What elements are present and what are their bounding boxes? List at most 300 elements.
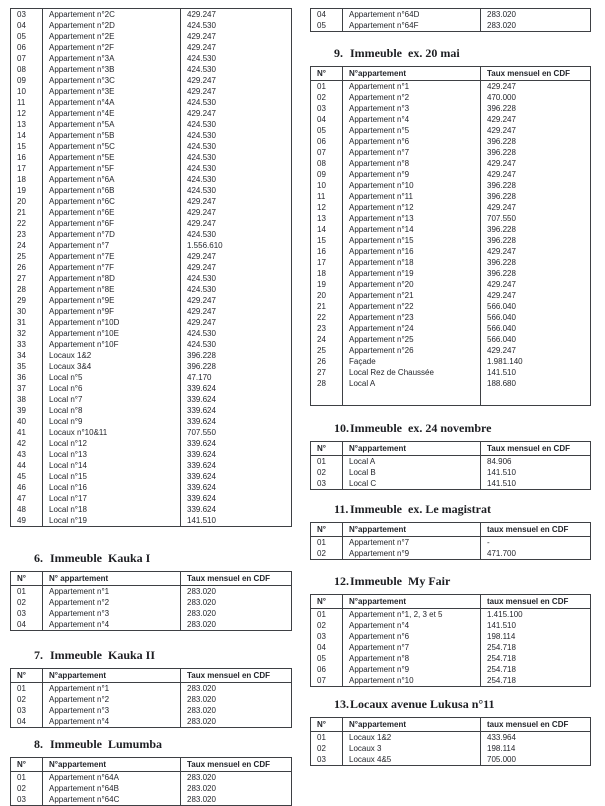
cell-rate: 396.228	[481, 235, 591, 246]
cell-number: 04	[11, 619, 43, 631]
table-lumumba-continuation	[310, 8, 591, 32]
cell-apartment: Locaux 3&4	[43, 361, 181, 372]
cell-number: 25	[11, 251, 43, 262]
cell-apartment: Appartement n°15	[343, 235, 481, 246]
cell-number: 07	[311, 147, 343, 158]
cell-apartment: Locaux 1&2	[43, 350, 181, 361]
cell-rate: 429.247	[181, 218, 292, 229]
cell-apartment: Appartement n°21	[343, 290, 481, 301]
cell-rate: 141.510	[181, 515, 292, 527]
table-row	[11, 438, 292, 449]
cell-rate: 424.530	[181, 20, 292, 31]
table-row	[311, 323, 591, 334]
cell-number: 01	[311, 609, 343, 621]
column-header: Taux mensuel en CDF	[481, 67, 591, 81]
cell-apartment: Appartement n°8D	[43, 273, 181, 284]
cell-number: 03	[311, 478, 343, 490]
cell-rate: 424.530	[181, 163, 292, 174]
cell-rate: 429.247	[181, 86, 292, 97]
section-title: Immeuble Kauka II	[50, 648, 156, 662]
table-row	[11, 482, 292, 493]
table-row	[11, 196, 292, 207]
section-heading-lumumba	[10, 737, 292, 751]
table-row	[11, 772, 292, 784]
header-row	[11, 758, 292, 772]
table-row	[311, 664, 591, 675]
cell-apartment: Appartement n°2	[343, 92, 481, 103]
cell-number: 13	[311, 213, 343, 224]
cell-apartment: Appartement n°6F	[43, 218, 181, 229]
cell-number: 03	[11, 705, 43, 716]
column-header: taux mensuel en CDF	[481, 523, 591, 537]
cell-rate: 429.247	[181, 317, 292, 328]
cell-number: 01	[311, 537, 343, 549]
table-row	[11, 619, 292, 631]
section-number: 11.	[334, 502, 349, 516]
cell-apartment: Local n°15	[43, 471, 181, 482]
table-row	[11, 405, 292, 416]
cell-apartment: Locaux 1&2	[343, 732, 481, 744]
column-header: N°appartement	[343, 442, 481, 456]
table-row	[11, 449, 292, 460]
cell-number: 01	[311, 81, 343, 93]
table-row	[11, 86, 292, 97]
column-header: N°	[311, 718, 343, 732]
cell-apartment: Appartement n°5E	[43, 152, 181, 163]
cell-apartment: Appartement n°6A	[43, 174, 181, 185]
cell-number: 08	[11, 64, 43, 75]
cell-rate: 339.624	[181, 504, 292, 515]
section-heading-locaux-lukusa	[310, 697, 591, 711]
cell-rate: 429.247	[481, 290, 591, 301]
cell-rate: 254.718	[481, 653, 591, 664]
cell-number: 10	[11, 86, 43, 97]
table-row	[11, 460, 292, 471]
cell-rate: 429.247	[181, 295, 292, 306]
table-my-fair	[310, 594, 591, 687]
cell-apartment: Locaux n°10&11	[43, 427, 181, 438]
cell-number: 04	[311, 114, 343, 125]
cell-rate: 424.530	[181, 328, 292, 339]
cell-empty	[481, 389, 591, 406]
table-row	[11, 53, 292, 64]
cell-number: 14	[311, 224, 343, 235]
cell-number: 05	[311, 20, 343, 32]
cell-apartment: Appartement n°3E	[43, 86, 181, 97]
table-row	[11, 694, 292, 705]
cell-rate: 429.247	[481, 279, 591, 290]
section-title: Immeuble ex. Le magistrat	[350, 502, 491, 516]
cell-apartment: Appartement n°3	[43, 705, 181, 716]
cell-number: 26	[311, 356, 343, 367]
header-row	[11, 669, 292, 683]
table-row	[311, 268, 591, 279]
cell-number: 11	[11, 97, 43, 108]
column-header: taux mensuel en CDF	[481, 595, 591, 609]
cell-number: 18	[11, 174, 43, 185]
cell-number: 34	[11, 350, 43, 361]
cell-rate: 396.228	[481, 224, 591, 235]
cell-apartment: Appartement n°4E	[43, 108, 181, 119]
cell-apartment: Appartement n°8	[343, 653, 481, 664]
cell-rate: 339.624	[181, 383, 292, 394]
table-row	[11, 427, 292, 438]
cell-apartment: Façade	[343, 356, 481, 367]
section-heading-my-fair	[310, 574, 591, 588]
cell-rate: 566.040	[481, 323, 591, 334]
table-row	[311, 456, 591, 468]
cell-rate: 424.530	[181, 119, 292, 130]
cell-apartment: Local n°7	[43, 394, 181, 405]
table-row	[11, 130, 292, 141]
table-row	[311, 202, 591, 213]
cell-rate: 339.624	[181, 460, 292, 471]
table-row	[311, 334, 591, 345]
cell-apartment: Local n°13	[43, 449, 181, 460]
cell-rate: 424.530	[181, 53, 292, 64]
table-row	[11, 361, 292, 372]
cell-number: 36	[11, 372, 43, 383]
cell-rate: 424.530	[181, 284, 292, 295]
section-number: 10.	[334, 421, 349, 435]
cell-apartment: Appartement n°2	[43, 597, 181, 608]
cell-number: 20	[311, 290, 343, 301]
section-number: 7.	[34, 648, 43, 662]
cell-rate: -	[481, 537, 591, 549]
cell-number: 29	[11, 295, 43, 306]
table-row	[11, 783, 292, 794]
column-header: taux mensuel en CDF	[481, 718, 591, 732]
table-kauka-2	[10, 668, 292, 728]
column-header: N°appartement	[43, 758, 181, 772]
cell-apartment: Appartement n°6C	[43, 196, 181, 207]
cell-number: 20	[11, 196, 43, 207]
table-row	[11, 152, 292, 163]
table-row	[311, 467, 591, 478]
cell-apartment: Appartement n°64F	[343, 20, 481, 32]
cell-rate: 339.624	[181, 449, 292, 460]
section-heading-kauka-1	[10, 551, 292, 565]
cell-apartment: Appartement n°5A	[43, 119, 181, 130]
cell-rate: 283.020	[181, 586, 292, 598]
cell-number: 48	[11, 504, 43, 515]
cell-apartment: Appartement n°6	[343, 136, 481, 147]
cell-apartment: Appartement n°2C	[43, 9, 181, 21]
table-row	[11, 119, 292, 130]
header-row	[311, 67, 591, 81]
section-number: 6.	[34, 551, 43, 565]
column-header: Taux mensuel en CDF	[481, 442, 591, 456]
cell-apartment: Local n°14	[43, 460, 181, 471]
cell-apartment: Appartement n°1	[43, 586, 181, 598]
table-row	[311, 279, 591, 290]
blank-row	[311, 389, 591, 406]
section-title: Immeuble My Fair	[350, 574, 451, 588]
cell-rate: 396.228	[481, 180, 591, 191]
cell-apartment: Appartement n°7	[43, 240, 181, 251]
cell-number: 05	[311, 125, 343, 136]
cell-rate: 141.510	[481, 467, 591, 478]
cell-apartment: Appartement n°12	[343, 202, 481, 213]
cell-apartment: Appartement n°5	[343, 125, 481, 136]
cell-rate: 429.247	[481, 114, 591, 125]
table-row	[11, 339, 292, 350]
cell-apartment: Local Rez de Chaussée	[343, 367, 481, 378]
cell-apartment: Appartement n°5C	[43, 141, 181, 152]
column-header: N°	[11, 572, 43, 586]
cell-number: 06	[311, 136, 343, 147]
cell-number: 27	[11, 273, 43, 284]
cell-rate: 188.680	[481, 378, 591, 389]
cell-apartment: Appartement n°3C	[43, 75, 181, 86]
table-row	[311, 537, 591, 549]
table-row	[11, 295, 292, 306]
cell-apartment: Appartement n°6E	[43, 207, 181, 218]
column-header: Taux mensuel en CDF	[181, 758, 292, 772]
table-row	[11, 608, 292, 619]
cell-number: 22	[311, 312, 343, 323]
cell-number: 06	[11, 42, 43, 53]
cell-number: 03	[11, 9, 43, 21]
cell-apartment: Appartement n°10	[343, 180, 481, 191]
cell-apartment: Appartement n°22	[343, 301, 481, 312]
column-header: N°appartement	[343, 523, 481, 537]
cell-apartment: Local n°6	[43, 383, 181, 394]
cell-rate: 198.114	[481, 631, 591, 642]
cell-rate: 283.020	[181, 683, 292, 695]
table-row	[11, 586, 292, 598]
cell-rate: 141.510	[481, 478, 591, 490]
cell-number: 01	[311, 456, 343, 468]
cell-number: 12	[311, 202, 343, 213]
cell-apartment: Appartement n°11	[343, 191, 481, 202]
cell-apartment: Local A	[343, 378, 481, 389]
table-row	[11, 262, 292, 273]
table-row	[11, 240, 292, 251]
cell-apartment: Appartement n°23	[343, 312, 481, 323]
table-row	[11, 218, 292, 229]
cell-apartment: Locaux 4&5	[343, 754, 481, 766]
cell-rate: 141.510	[481, 367, 591, 378]
cell-rate: 471.700	[481, 548, 591, 560]
cell-apartment: Local B	[343, 467, 481, 478]
cell-number: 02	[11, 783, 43, 794]
cell-rate: 429.247	[181, 262, 292, 273]
table-row	[311, 257, 591, 268]
cell-number: 25	[311, 345, 343, 356]
cell-apartment: Appartement n°64B	[43, 783, 181, 794]
cell-apartment: Appartement n°8E	[43, 284, 181, 295]
cell-number: 03	[11, 608, 43, 619]
cell-apartment: Appartement n°10D	[43, 317, 181, 328]
cell-number: 49	[11, 515, 43, 527]
cell-rate: 396.228	[481, 136, 591, 147]
table-row	[311, 356, 591, 367]
table-row	[11, 504, 292, 515]
cell-number: 15	[311, 235, 343, 246]
cell-rate: 424.530	[181, 339, 292, 350]
table-row	[311, 136, 591, 147]
cell-rate: 470.000	[481, 92, 591, 103]
cell-rate: 396.228	[481, 103, 591, 114]
column-header: N°	[311, 67, 343, 81]
table-row	[311, 378, 591, 389]
cell-apartment: Local C	[343, 478, 481, 490]
cell-number: 19	[311, 279, 343, 290]
table-row	[11, 251, 292, 262]
section-heading-ex-24-novembre	[310, 421, 591, 435]
cell-number: 03	[11, 794, 43, 806]
cell-apartment: Appartement n°10F	[43, 339, 181, 350]
table-row	[311, 114, 591, 125]
table-row	[11, 273, 292, 284]
cell-rate: 283.020	[481, 20, 591, 32]
table-row	[311, 158, 591, 169]
cell-number: 16	[311, 246, 343, 257]
table-row	[11, 306, 292, 317]
cell-number: 01	[311, 732, 343, 744]
cell-rate: 424.530	[181, 174, 292, 185]
cell-rate: 424.530	[181, 97, 292, 108]
cell-number: 24	[311, 334, 343, 345]
section-title: Locaux avenue Lukusa n°11	[350, 697, 495, 711]
cell-rate: 254.718	[481, 664, 591, 675]
table-row	[311, 169, 591, 180]
cell-rate: 429.247	[481, 169, 591, 180]
cell-apartment: Appartement n°25	[343, 334, 481, 345]
cell-rate: 429.247	[181, 251, 292, 262]
table-row	[311, 246, 591, 257]
cell-rate: 429.247	[181, 31, 292, 42]
table-row	[11, 141, 292, 152]
table-row	[11, 493, 292, 504]
table-row	[11, 163, 292, 174]
cell-apartment: Appartement n°2F	[43, 42, 181, 53]
table-row	[11, 31, 292, 42]
cell-empty	[311, 389, 343, 406]
cell-number: 15	[11, 141, 43, 152]
table-row	[311, 301, 591, 312]
cell-apartment: Appartement n°7D	[43, 229, 181, 240]
table-row	[311, 213, 591, 224]
table-row	[11, 416, 292, 427]
cell-number: 44	[11, 460, 43, 471]
cell-rate: 566.040	[481, 312, 591, 323]
cell-number: 10	[311, 180, 343, 191]
table-row	[311, 312, 591, 323]
cell-number: 14	[11, 130, 43, 141]
table-row	[311, 235, 591, 246]
cell-apartment: Local n°9	[43, 416, 181, 427]
left-column	[10, 2, 292, 806]
cell-number: 03	[311, 103, 343, 114]
cell-number: 02	[311, 92, 343, 103]
cell-apartment: Appartement n°24	[343, 323, 481, 334]
cell-number: 37	[11, 383, 43, 394]
cell-number: 19	[11, 185, 43, 196]
table-row	[311, 732, 591, 744]
cell-rate: 283.020	[181, 794, 292, 806]
cell-number: 45	[11, 471, 43, 482]
cell-number: 26	[11, 262, 43, 273]
cell-number: 02	[311, 743, 343, 754]
cell-apartment: Appartement n°9	[343, 548, 481, 560]
cell-number: 06	[311, 664, 343, 675]
column-header: Taux mensuel en CDF	[181, 572, 292, 586]
table-row	[311, 103, 591, 114]
cell-number: 31	[11, 317, 43, 328]
cell-rate: 429.247	[481, 345, 591, 356]
table-immeuble-5-continuation	[10, 8, 292, 527]
cell-number: 35	[11, 361, 43, 372]
cell-apartment: Appartement n°8	[343, 158, 481, 169]
cell-rate: 283.020	[181, 619, 292, 631]
cell-rate: 429.247	[181, 207, 292, 218]
cell-apartment: Local n°19	[43, 515, 181, 527]
table-locaux-lukusa	[310, 717, 591, 766]
cell-rate: 396.228	[481, 268, 591, 279]
table-row	[11, 350, 292, 361]
cell-rate: 429.247	[181, 75, 292, 86]
table-row	[11, 9, 292, 21]
table-row	[11, 515, 292, 527]
cell-rate: 396.228	[481, 257, 591, 268]
cell-apartment: Appartement n°10	[343, 675, 481, 687]
cell-number: 33	[11, 339, 43, 350]
table-le-magistrat	[310, 522, 591, 560]
cell-apartment: Appartement n°9E	[43, 295, 181, 306]
cell-number: 28	[11, 284, 43, 295]
table-row	[311, 224, 591, 235]
cell-rate: 283.020	[481, 9, 591, 21]
table-row	[311, 191, 591, 202]
table-row	[11, 207, 292, 218]
cell-number: 01	[11, 586, 43, 598]
table-row	[311, 125, 591, 136]
cell-rate: 84.906	[481, 456, 591, 468]
table-row	[311, 81, 591, 93]
cell-number: 43	[11, 449, 43, 460]
cell-rate: 707.550	[481, 213, 591, 224]
cell-number: 46	[11, 482, 43, 493]
cell-rate: 429.247	[181, 42, 292, 53]
cell-apartment: Appartement n°3	[43, 608, 181, 619]
cell-rate: 396.228	[181, 350, 292, 361]
cell-apartment: Appartement n°18	[343, 257, 481, 268]
cell-rate: 566.040	[481, 334, 591, 345]
cell-number: 03	[311, 754, 343, 766]
cell-number: 42	[11, 438, 43, 449]
table-row	[11, 284, 292, 295]
cell-rate: 283.020	[181, 772, 292, 784]
cell-rate: 424.530	[181, 229, 292, 240]
cell-number: 04	[11, 716, 43, 728]
cell-apartment: Appartement n°64C	[43, 794, 181, 806]
table-row	[11, 597, 292, 608]
table-row	[11, 794, 292, 806]
cell-number: 22	[11, 218, 43, 229]
table-row	[11, 705, 292, 716]
table-row	[11, 42, 292, 53]
section-number: 8.	[34, 737, 43, 751]
right-column	[310, 2, 591, 766]
column-header: Taux mensuel en CDF	[181, 669, 292, 683]
cell-rate: 198.114	[481, 743, 591, 754]
cell-number: 23	[311, 323, 343, 334]
cell-apartment: Appartement n°64D	[343, 9, 481, 21]
table-row	[311, 147, 591, 158]
cell-apartment: Appartement n°3B	[43, 64, 181, 75]
